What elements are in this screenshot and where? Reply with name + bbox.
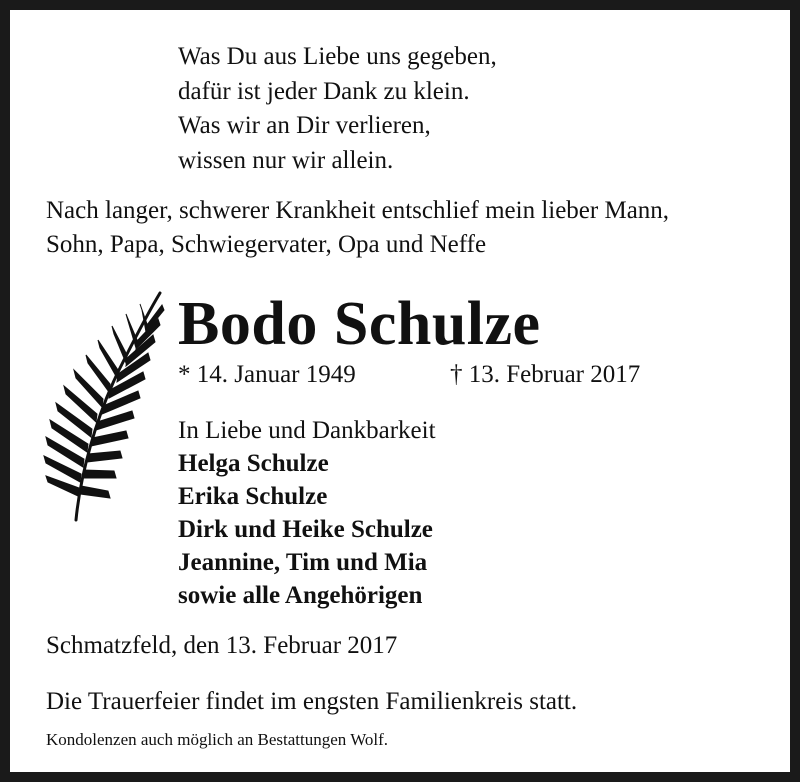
poem [178,40,497,178]
poem-line: wissen nur wir allein. [178,146,394,174]
service-note: Die Trauerfeier findet im engsten Familienkreis statt. [46,688,578,715]
condolence-note: Kondolenzen auch möglich an Bestattungen Wolf. [46,730,389,749]
poem-line: dafür ist jeder Dank zu klein. [178,77,470,105]
place-date: Schmatzfeld, den 13. Februar 2017 [46,632,398,659]
mourner-name: Helga Schulze [178,450,329,477]
death-date: † 13. Februar 2017 [450,361,641,388]
mourner-name: Jeannine, Tim und Mia [178,549,428,576]
poem-line: Was Du aus Liebe uns gegeben, [178,43,497,70]
intro-text [46,194,669,262]
intro-line: Nach langer, schwerer Krankheit entschlief mein lieber Mann, [46,197,670,224]
birth-date: * 14. Januar 1949 [178,361,356,388]
poem-line: Was wir an Dir verlieren, [178,112,431,139]
mourner-name: sowie alle Angehörigen [178,582,423,609]
mourner-name: Dirk und Heike Schulze [178,516,433,543]
mourners-heading: In Liebe und Dankbarkeit [178,417,436,444]
deceased-name: Bodo Schulze [178,290,541,358]
mourner-name: Erika Schulze [178,483,328,510]
palm-frond-icon [40,288,165,523]
mourners-block [178,414,436,612]
intro-line: Sohn, Papa, Schwiegervater, Opa und Neffe [46,231,487,258]
